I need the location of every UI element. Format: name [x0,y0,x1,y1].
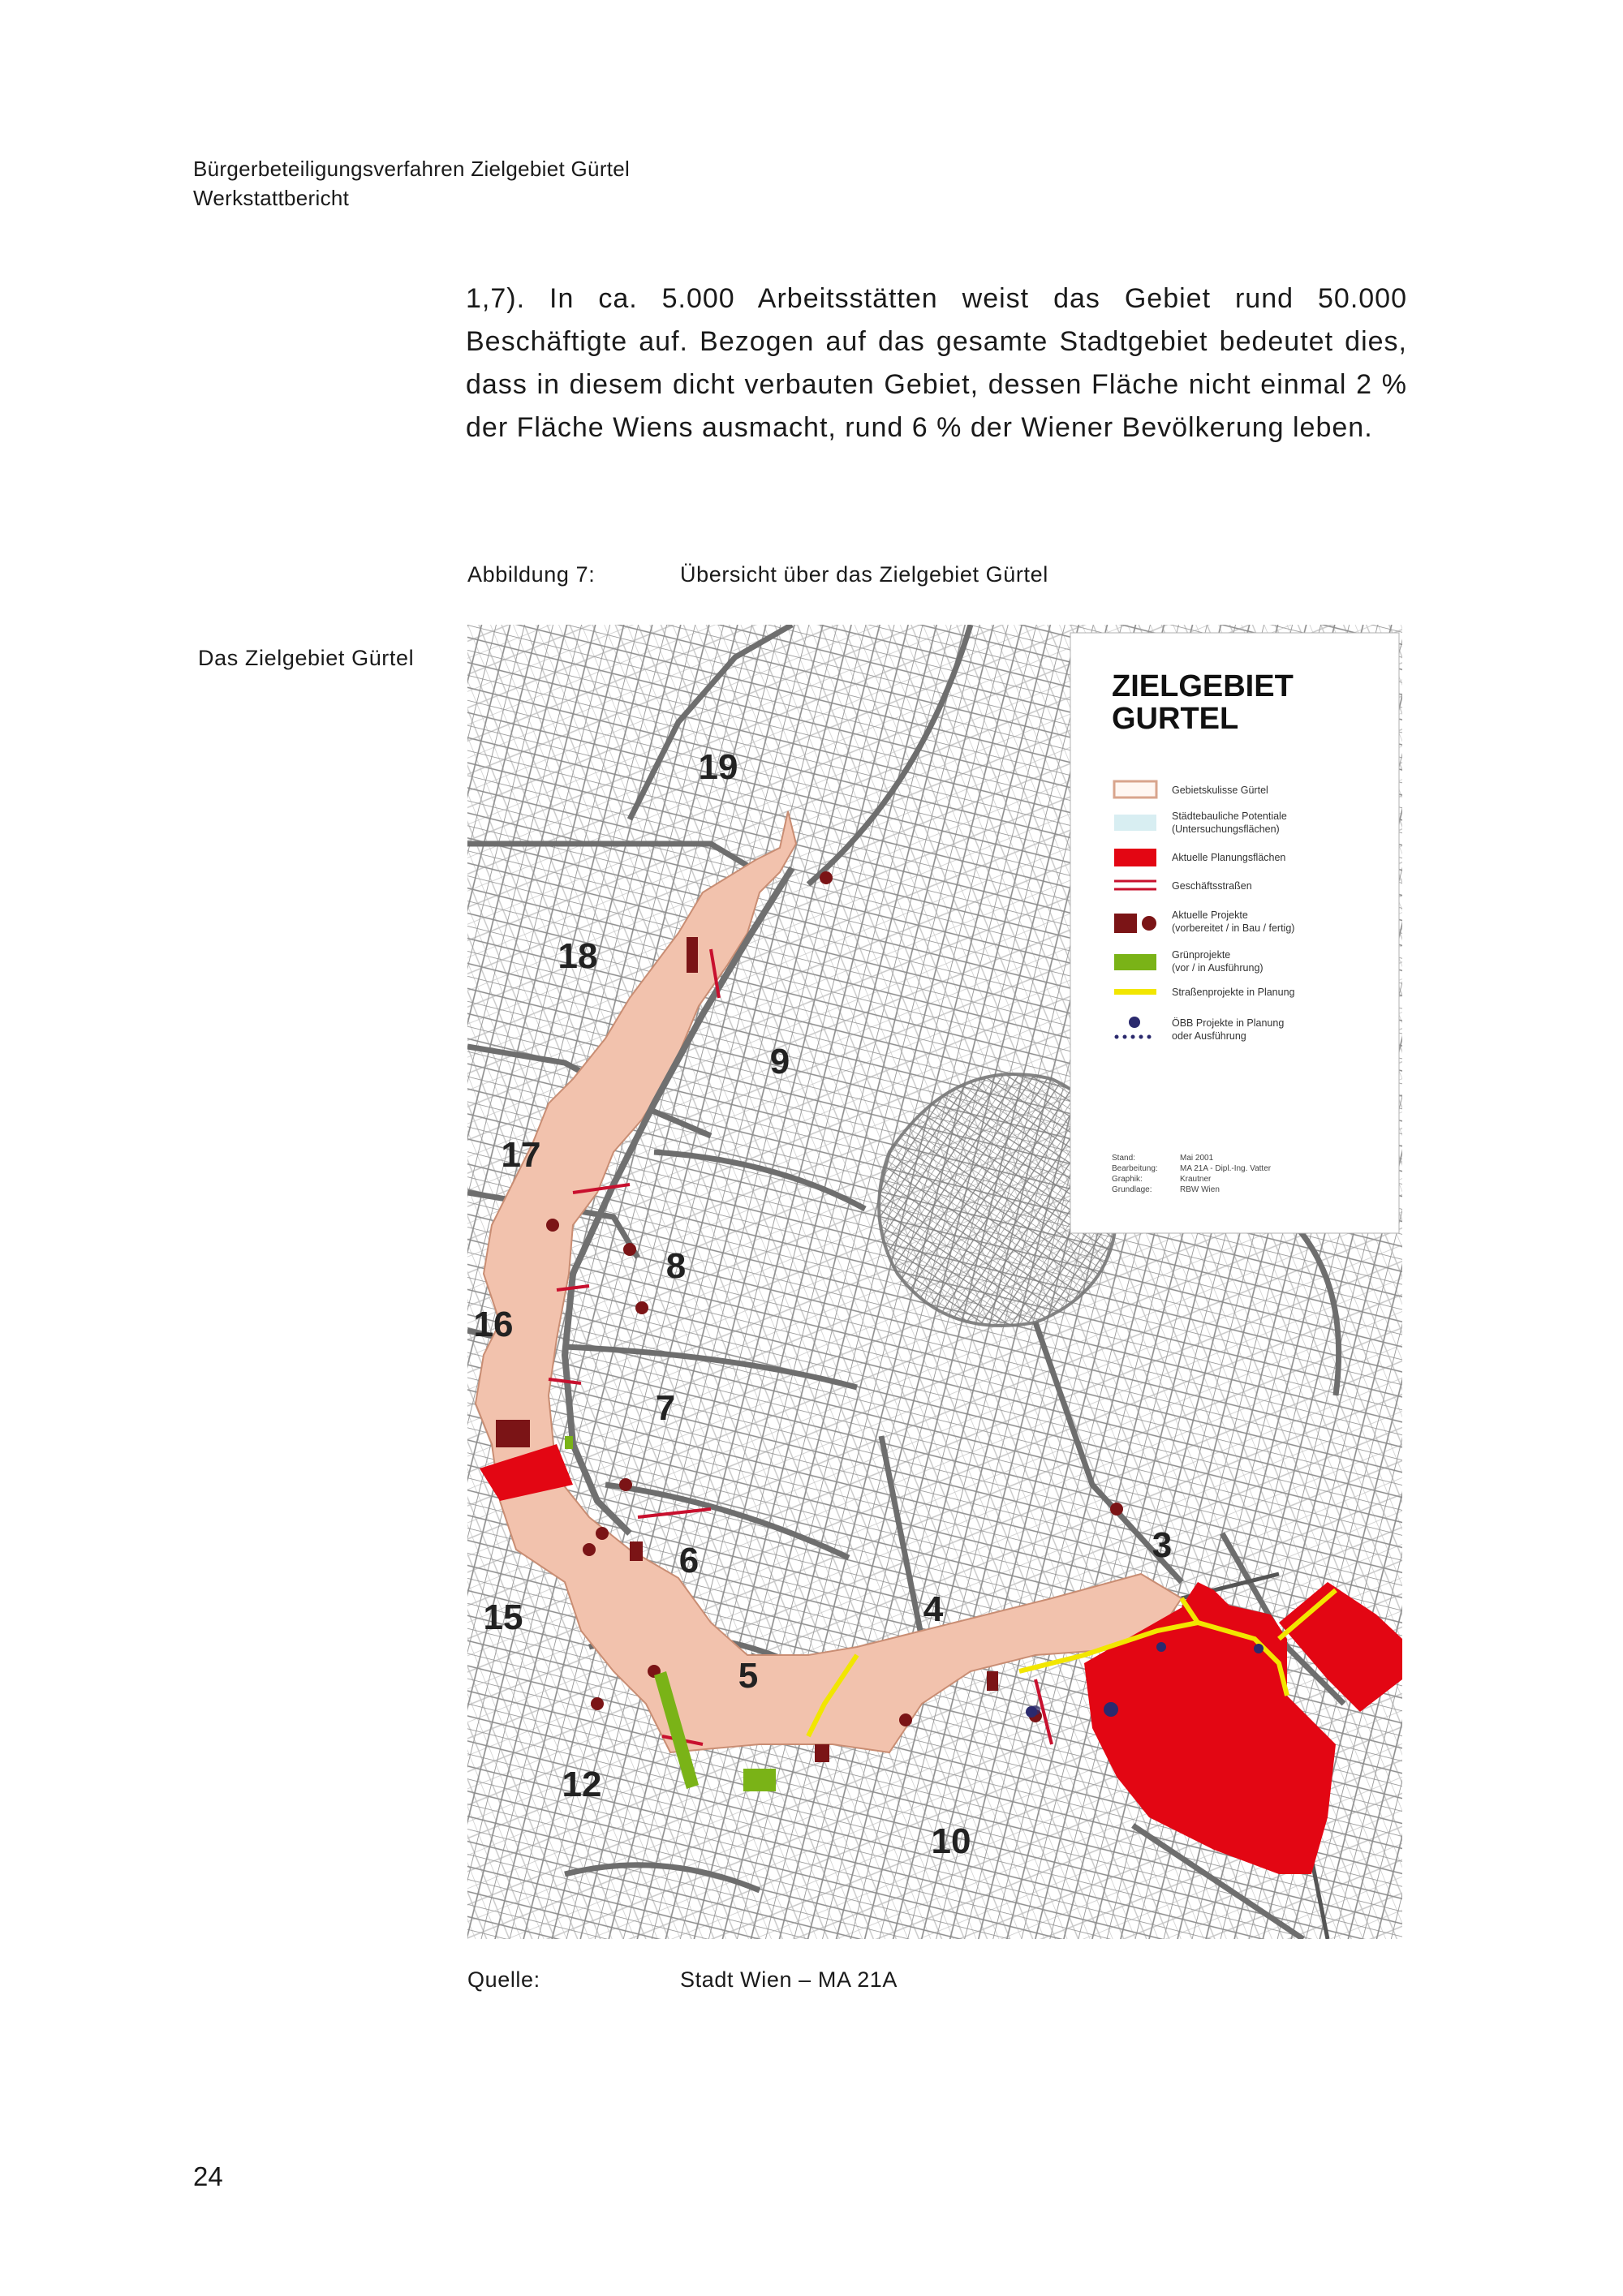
district-6: 6 [678,1541,700,1580]
district-9: 9 [769,1042,790,1081]
district-5: 5 [738,1656,759,1696]
legend-label-6b: (vor / in Ausführung) [1172,962,1264,974]
legend-title-line2: GURTEL [1112,702,1239,736]
district-map [467,625,1402,1939]
legend-label-8: ÖBB Projekte in Planung [1172,1017,1285,1029]
district-19: 19 [698,747,738,787]
meta-key-3: Graphik: [1112,1175,1143,1184]
legend-label-5: Aktuelle Projekte [1172,909,1248,921]
legend-title-line1: ZIELGEBIET [1112,669,1294,703]
source-text: Stadt Wien – MA 21A [680,1967,898,1992]
legend-label-6: Grünprojekte [1172,949,1231,961]
legend-label-4: Geschäftsstraßen [1172,880,1252,892]
district-10: 10 [931,1821,971,1861]
district-8: 8 [665,1246,687,1286]
district-3: 3 [1152,1525,1173,1565]
header-subtitle: Werkstattbericht [193,186,350,210]
header-title: Bürgerbeteiligungsverfahren Zielgebiet Gürtel [193,157,631,181]
district-16: 16 [473,1305,514,1344]
district-15: 15 [483,1597,523,1637]
district-7: 7 [655,1388,676,1428]
running-header [193,154,630,213]
legend-label-8b: oder Ausführung [1172,1030,1246,1042]
side-note: Das Zielgebiet Gürtel [198,646,415,670]
district-18: 18 [558,936,598,976]
page-number: 24 [193,2161,223,2191]
source-label: Quelle: [467,1967,540,1992]
meta-key-1: Stand: [1112,1154,1135,1163]
district-17: 17 [501,1135,541,1175]
district-12: 12 [562,1765,602,1804]
meta-value-4: RBW Wien [1180,1185,1220,1194]
legend-label-2b: (Untersuchungsflächen) [1172,823,1280,835]
meta-key-4: Grundlage: [1112,1185,1152,1194]
meta-key-2: Bearbeitung: [1112,1164,1158,1173]
figure-caption: Übersicht über das Zielgebiet Gürtel [680,562,1048,587]
figure-label: Abbildung 7: [467,562,596,587]
legend-label-7: Straßenprojekte in Planung [1172,987,1295,998]
legend-label-1: Gebietskulisse Gürtel [1172,785,1268,796]
map-legend [1070,633,1399,1233]
meta-value-1: Mai 2001 [1180,1154,1214,1163]
legend-label-3: Aktuelle Planungsflächen [1172,852,1286,863]
legend-label-5b: (vorbereitet / in Bau / fertig) [1172,922,1295,934]
district-4: 4 [923,1589,944,1629]
body-paragraph: 1,7). In ca. 5.000 Arbeitsstätten weist das Gebiet rund 50.000 Beschäftigte auf. Bezogen auf das gesamte Stadtgebiet bedeutet dies, dass in diesem dicht verbauten Gebiet, dessen Fläche nicht einmal 2 % der Fläche Wiens ausmacht, rund 6 % der Wiener Bevölkerung leben. [466,283,1407,443]
legend-label-2: Städtebauliche Potentiale [1172,810,1287,822]
meta-value-3: Krautner [1180,1175,1212,1184]
meta-value-2: MA 21A - Dipl.-Ing. Vatter [1180,1164,1272,1173]
